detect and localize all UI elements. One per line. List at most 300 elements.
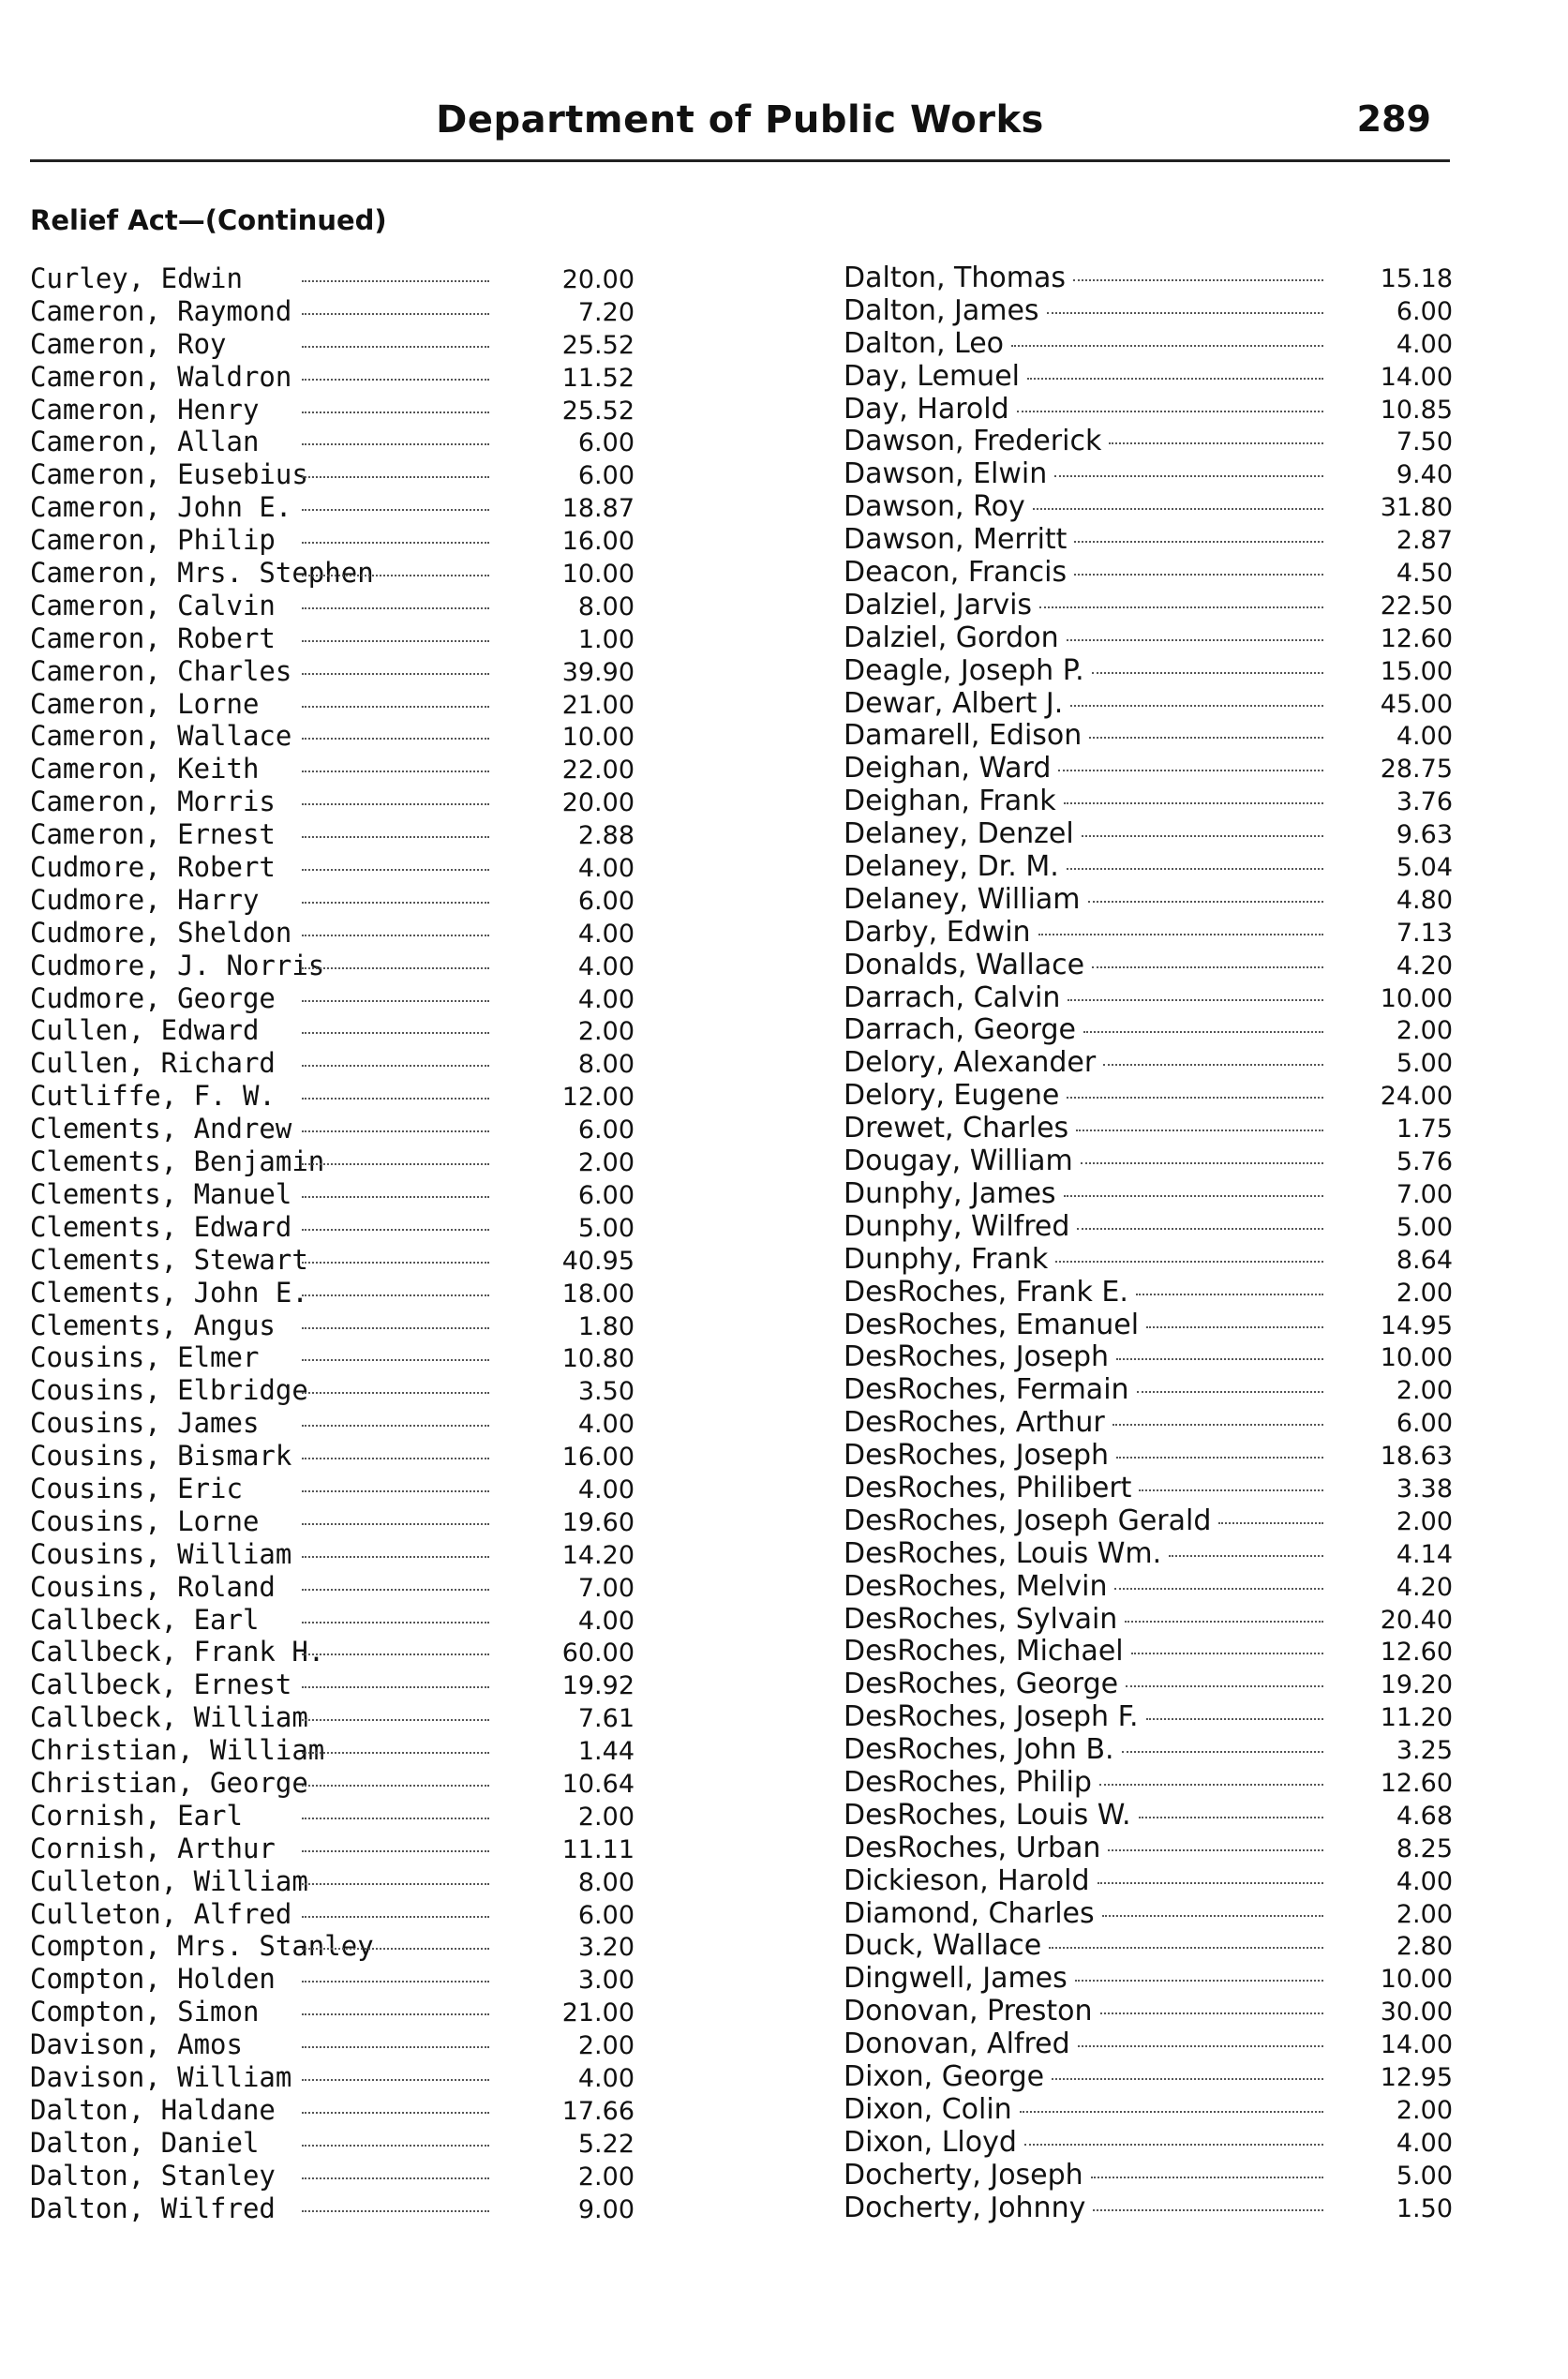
entry-amount: 3.76 (1396, 787, 1453, 817)
entry-name: Cousins, Elbridge (30, 1374, 308, 1407)
entry-amount: 4.14 (1396, 1539, 1453, 1569)
entry-name: Cameron, Ernest (30, 818, 276, 851)
dot-leader (1020, 2111, 1323, 2113)
entry-amount: 12.60 (1380, 1638, 1453, 1668)
entry-name: Cameron, Calvin (30, 589, 276, 621)
list-item (844, 1047, 1453, 1080)
entry-amount: 3.00 (577, 1966, 635, 1996)
list-item (30, 1080, 639, 1113)
list-item (30, 917, 639, 950)
list-item (30, 262, 639, 295)
list-item (844, 1244, 1453, 1277)
entry-name: Cousins, James (30, 1407, 260, 1440)
dot-leader (302, 1294, 489, 1296)
list-item (30, 458, 639, 491)
list-item (30, 1473, 639, 1505)
dot-leader (302, 1458, 489, 1459)
list-item (30, 884, 639, 917)
list-item (844, 1473, 1453, 1505)
entry-amount: 16.00 (561, 527, 635, 557)
entry-amount: 9.00 (577, 2194, 635, 2224)
entry-name: Diamond, Charles (844, 1896, 1095, 1930)
list-item (30, 1309, 639, 1342)
entry-name: Deacon, Francis (844, 556, 1068, 590)
entry-amount: 20.00 (561, 265, 635, 294)
entry-name: Cameron, Wallace (30, 720, 292, 753)
entry-amount: 16.00 (561, 1443, 635, 1473)
list-item (30, 851, 639, 884)
dot-leader (302, 902, 489, 904)
list-item (844, 1898, 1453, 1931)
entry-name: DesRoches, Louis Wm. (844, 1536, 1162, 1570)
list-item (844, 590, 1453, 622)
dot-leader (1146, 1326, 1323, 1328)
entry-name: DesRoches, Urban (844, 1831, 1101, 1864)
dot-leader (1027, 378, 1323, 380)
entry-amount: 6.00 (577, 461, 635, 491)
list-item (844, 2094, 1453, 2127)
dot-leader (302, 1262, 489, 1264)
list-item (844, 2192, 1453, 2225)
dot-leader (1070, 705, 1323, 707)
entry-amount: 2.00 (1396, 1376, 1453, 1406)
dot-leader (1092, 672, 1323, 674)
dot-leader (302, 2013, 489, 2015)
dot-leader (1081, 1162, 1323, 1164)
list-item (30, 491, 639, 524)
entry-amount: 4.00 (1396, 1866, 1453, 1896)
entry-name: Compton, Simon (30, 1996, 260, 2028)
entry-amount: 7.61 (577, 1704, 635, 1734)
entry-name: DesRoches, Michael (844, 1635, 1124, 1668)
dot-leader (302, 542, 489, 544)
dot-leader (1099, 1784, 1323, 1786)
entry-amount: 14.00 (1380, 2030, 1453, 2060)
entry-name: Delory, Eugene (844, 1079, 1060, 1113)
entry-amount: 2.87 (1396, 526, 1453, 556)
dot-leader (1102, 1915, 1323, 1917)
entry-name: DesRoches, George (844, 1668, 1119, 1701)
entry-amount: 12.95 (1380, 2062, 1453, 2092)
entry-name: Cameron, Eusebius (30, 458, 308, 491)
list-item (30, 982, 639, 1015)
list-item (844, 786, 1453, 818)
entry-name: Clements, John E. (30, 1276, 308, 1309)
dot-leader (1047, 312, 1323, 314)
entry-amount: 8.64 (1396, 1245, 1453, 1275)
entry-amount: 20.40 (1380, 1605, 1453, 1635)
dot-leader (1017, 411, 1323, 412)
entry-name: Damarell, Edison (844, 719, 1083, 753)
dot-leader (302, 1883, 489, 1885)
list-item (30, 1865, 639, 1898)
list-item (844, 2061, 1453, 2094)
entry-amount: 4.68 (1396, 1801, 1453, 1831)
list-item (30, 786, 639, 818)
dot-leader (1092, 966, 1323, 968)
list-item (844, 917, 1453, 950)
entry-name: Culleton, William (30, 1864, 308, 1897)
list-item (844, 1604, 1453, 1637)
list-item (844, 982, 1453, 1015)
list-item (844, 491, 1453, 524)
list-item (844, 1407, 1453, 1440)
list-item (30, 1113, 639, 1145)
entry-amount: 5.76 (1396, 1147, 1453, 1177)
entry-name: Cameron, Roy (30, 327, 227, 360)
entry-name: Cousins, Lorne (30, 1504, 260, 1537)
dot-leader (1137, 1391, 1323, 1393)
entry-name: Day, Harold (844, 392, 1009, 426)
entry-amount: 12.60 (1380, 1768, 1453, 1798)
list-item (30, 394, 639, 426)
dot-leader (302, 313, 489, 315)
entry-amount: 4.00 (577, 951, 635, 981)
page-title: Department of Public Works (436, 98, 1044, 142)
header-rule (30, 159, 1450, 162)
list-item (844, 1178, 1453, 1211)
list-item (844, 1309, 1453, 1342)
dot-leader (302, 1589, 489, 1591)
entry-amount: 4.20 (1396, 1572, 1453, 1602)
list-item (844, 1734, 1453, 1767)
entry-name: Cameron, Raymond (30, 294, 292, 327)
dot-leader (302, 1785, 489, 1787)
entry-amount: 10.64 (561, 1769, 635, 1799)
entry-name: Cameron, Charles (30, 654, 292, 687)
entry-amount: 4.50 (1396, 559, 1453, 589)
entry-amount: 3.20 (577, 1933, 635, 1963)
list-item (30, 1244, 639, 1277)
list-item (844, 884, 1453, 917)
entry-name: Dixon, Colin (844, 2092, 1012, 2126)
dot-leader (302, 1556, 489, 1558)
list-item (30, 590, 639, 622)
entry-amount: 7.20 (577, 297, 635, 327)
dot-leader (302, 1098, 489, 1100)
entry-name: Clements, Benjamin (30, 1145, 325, 1178)
entry-name: Dawson, Merritt (844, 523, 1068, 557)
dot-leader (1098, 1882, 1323, 1884)
dot-leader (302, 1752, 489, 1754)
list-item (844, 818, 1453, 851)
entry-name: Dougay, William (844, 1145, 1073, 1178)
entry-amount: 4.00 (577, 919, 635, 949)
entry-amount: 21.00 (561, 1998, 635, 2028)
dot-leader (302, 1686, 489, 1688)
entry-amount: 25.52 (561, 396, 635, 426)
entry-amount: 4.80 (1396, 885, 1453, 915)
dot-leader (302, 280, 489, 282)
list-item (30, 1211, 639, 1244)
dot-leader (1125, 1621, 1323, 1623)
list-item (844, 1374, 1453, 1407)
entry-amount: 18.00 (561, 1279, 635, 1309)
entry-name: Cornish, Arthur (30, 1832, 276, 1864)
entry-name: Docherty, Joseph (844, 2158, 1083, 2192)
entry-amount: 5.00 (1396, 1049, 1453, 1079)
entry-name: Deagle, Joseph P. (844, 653, 1084, 687)
entry-amount: 1.44 (577, 1737, 635, 1767)
entry-name: Dalton, James (844, 293, 1039, 327)
entry-amount: 2.00 (1396, 1506, 1453, 1536)
entry-name: Cameron, Lorne (30, 687, 260, 720)
dot-leader (302, 738, 489, 740)
entry-amount: 5.00 (1396, 2161, 1453, 2191)
entry-name: Clements, Manuel (30, 1177, 292, 1210)
entry-name: Cudmore, George (30, 981, 276, 1014)
dot-leader (1169, 1555, 1323, 1557)
entry-amount: 6.00 (577, 1900, 635, 1930)
list-item (30, 2094, 639, 2127)
dot-leader (1024, 2144, 1323, 2146)
entry-amount: 5.22 (577, 2129, 635, 2159)
entry-name: Cameron, Mrs. Stephen (30, 557, 374, 590)
list-item (30, 1014, 639, 1047)
left-column (30, 262, 639, 2224)
entry-amount: 20.00 (561, 788, 635, 818)
entry-name: Dingwell, James (844, 1962, 1068, 1996)
list-item (30, 1341, 639, 1374)
list-item (844, 1833, 1453, 1865)
list-item (30, 1047, 639, 1080)
entry-amount: 2.00 (1396, 1016, 1453, 1046)
dot-leader (1064, 802, 1323, 804)
list-item (844, 1145, 1453, 1178)
entry-amount: 4.00 (1396, 722, 1453, 752)
entry-amount: 2.00 (1396, 1278, 1453, 1308)
list-item (844, 262, 1453, 295)
entry-amount: 2.88 (577, 821, 635, 851)
list-item (844, 753, 1453, 786)
entry-amount: 6.00 (577, 428, 635, 458)
entry-name: DesRoches, Sylvain (844, 1602, 1118, 1636)
dot-leader (1091, 2177, 1323, 2178)
list-item (844, 1800, 1453, 1833)
dot-leader (1088, 901, 1323, 903)
entry-amount: 19.60 (561, 1507, 635, 1537)
entry-name: Donalds, Wallace (844, 948, 1085, 981)
list-item (844, 458, 1453, 491)
dot-leader (1122, 1751, 1323, 1753)
entry-name: Dawson, Roy (844, 490, 1025, 524)
entry-amount: 8.00 (577, 591, 635, 621)
dot-leader (302, 771, 489, 772)
entry-name: Clements, Andrew (30, 1113, 292, 1145)
entry-amount: 2.00 (577, 1017, 635, 1047)
list-item (30, 1963, 639, 1996)
list-item (844, 524, 1453, 557)
entry-name: Dawson, Frederick (844, 425, 1102, 458)
entry-name: Dawson, Elwin (844, 457, 1048, 491)
entry-amount: 14.20 (561, 1540, 635, 1570)
dot-leader (1116, 1358, 1323, 1360)
entry-amount: 10.00 (1380, 983, 1453, 1013)
list-item (30, 950, 639, 982)
entry-amount: 4.00 (577, 1410, 635, 1440)
entry-amount: 18.87 (561, 494, 635, 524)
entry-name: Cameron, John E. (30, 491, 292, 524)
dot-leader (1033, 508, 1323, 510)
dot-leader (302, 836, 489, 838)
entry-name: Darrach, George (844, 1013, 1076, 1047)
list-item (844, 1277, 1453, 1309)
entry-name: Deighan, Frank (844, 785, 1056, 818)
entry-name: DesRoches, Joseph (844, 1439, 1110, 1473)
dot-leader (302, 706, 489, 708)
list-item (30, 753, 639, 786)
list-item (30, 2192, 639, 2225)
list-item (30, 1505, 639, 1538)
entry-amount: 18.63 (1380, 1442, 1453, 1472)
list-item (30, 557, 639, 590)
dot-leader (302, 2112, 489, 2114)
dot-leader (1100, 2012, 1323, 2014)
entry-name: Delaney, William (844, 882, 1081, 916)
dot-leader (1067, 1097, 1323, 1099)
entry-amount: 9.63 (1396, 820, 1453, 850)
entry-amount: 9.40 (1396, 460, 1453, 490)
list-item (844, 655, 1453, 688)
dot-leader (302, 1065, 489, 1067)
entry-name: Davison, Amos (30, 2028, 243, 2061)
entry-amount: 7.13 (1396, 918, 1453, 948)
entry-name: Cudmore, Harry (30, 883, 260, 916)
dot-leader (302, 673, 489, 675)
entry-name: Curley, Edwin (30, 262, 243, 294)
entry-amount: 6.00 (577, 1180, 635, 1210)
entry-amount: 11.52 (561, 363, 635, 393)
dot-leader (302, 411, 489, 413)
entry-name: Callbeck, Earl (30, 1603, 260, 1636)
list-item (30, 524, 639, 557)
entry-amount: 4.00 (577, 854, 635, 884)
dot-leader (1131, 1653, 1323, 1654)
entry-amount: 4.00 (1396, 2128, 1453, 2158)
dot-leader (302, 1359, 489, 1361)
entry-name: Dalton, Wilfred (30, 2192, 276, 2224)
entry-amount: 24.00 (1380, 1082, 1453, 1112)
entry-name: Cornish, Earl (30, 1799, 243, 1832)
entry-amount: 21.00 (561, 690, 635, 720)
dot-leader (302, 379, 489, 381)
dot-leader (302, 1818, 489, 1819)
dot-leader (302, 935, 489, 936)
entry-amount: 40.95 (561, 1246, 635, 1276)
entry-amount: 7.50 (1396, 427, 1453, 457)
dot-leader (302, 1850, 489, 1852)
dot-leader (302, 1490, 489, 1492)
list-item (30, 1145, 639, 1178)
list-item (844, 1996, 1453, 2028)
entry-amount: 45.00 (1380, 689, 1453, 719)
list-item (844, 2028, 1453, 2061)
entry-name: DesRoches, Joseph F. (844, 1700, 1139, 1734)
entry-name: Delaney, Denzel (844, 817, 1074, 851)
entry-name: DesRoches, Joseph (844, 1340, 1110, 1374)
entry-name: Deighan, Ward (844, 752, 1052, 786)
entry-amount: 2.00 (1396, 2095, 1453, 2125)
dot-leader (1113, 1424, 1323, 1426)
dot-leader (302, 607, 489, 609)
dot-leader (1089, 737, 1323, 739)
list-item (844, 1505, 1453, 1538)
dot-leader (1082, 835, 1323, 837)
entry-name: Dalton, Haldane (30, 2093, 276, 2126)
dot-leader (302, 869, 489, 871)
entry-name: Cutliffe, F. W. (30, 1080, 276, 1113)
entry-amount: 28.75 (1380, 755, 1453, 785)
entry-amount: 14.00 (1380, 362, 1453, 392)
entry-amount: 2.00 (577, 1148, 635, 1178)
entry-amount: 6.00 (1396, 296, 1453, 326)
list-item (30, 1800, 639, 1833)
list-item (844, 394, 1453, 426)
entry-amount: 60.00 (561, 1638, 635, 1668)
dot-leader (302, 575, 489, 576)
entry-name: Cudmore, Robert (30, 851, 276, 884)
list-item (844, 426, 1453, 458)
entry-name: Dalziel, Gordon (844, 621, 1059, 654)
entry-name: Dalton, Thomas (844, 262, 1066, 294)
list-item (30, 688, 639, 721)
list-item (844, 1211, 1453, 1244)
dot-leader (1074, 574, 1323, 576)
entry-name: Cullen, Richard (30, 1047, 276, 1080)
list-item (30, 1571, 639, 1604)
list-item (844, 295, 1453, 328)
entry-amount: 8.00 (577, 1050, 635, 1080)
entry-name: Cousins, Eric (30, 1472, 243, 1504)
entry-amount: 30.00 (1380, 1997, 1453, 2027)
dot-leader (302, 2145, 489, 2147)
entry-name: DesRoches, Louis W. (844, 1798, 1131, 1832)
entry-name: Callbeck, Frank H. (30, 1636, 325, 1668)
list-item (844, 1668, 1453, 1701)
list-item (844, 1014, 1453, 1047)
dot-leader (1139, 1489, 1323, 1491)
entry-name: Day, Lemuel (844, 359, 1020, 393)
entry-amount: 2.00 (1396, 1899, 1453, 1929)
entry-name: Cousins, Roland (30, 1570, 276, 1603)
entry-name: Cameron, Allan (30, 426, 260, 458)
list-item (30, 2028, 639, 2061)
entry-name: Christian, George (30, 1766, 308, 1799)
entry-name: Christian, William (30, 1734, 325, 1767)
dot-leader (1068, 999, 1323, 1001)
dot-leader (1049, 1947, 1323, 1949)
dot-leader (302, 1229, 489, 1231)
list-item (30, 1374, 639, 1407)
entry-name: Cameron, Henry (30, 393, 260, 426)
entry-name: DesRoches, Joseph Gerald (844, 1504, 1212, 1537)
entry-amount: 1.00 (577, 624, 635, 654)
entry-name: Darrach, Calvin (844, 980, 1061, 1014)
entry-amount: 2.00 (577, 2031, 635, 2061)
entry-name: Drewet, Charles (844, 1112, 1069, 1145)
list-item (30, 1407, 639, 1440)
dot-leader (302, 509, 489, 511)
entry-name: Dixon, Lloyd (844, 2125, 1017, 2159)
dot-leader (1126, 1685, 1323, 1687)
entry-amount: 11.20 (1380, 1703, 1453, 1733)
entry-name: DesRoches, Fermain (844, 1373, 1129, 1407)
dot-leader (302, 1981, 489, 1982)
entry-name: DesRoches, Emanuel (844, 1308, 1140, 1341)
entry-amount: 1.80 (577, 1311, 635, 1341)
entry-name: Cameron, Keith (30, 753, 260, 786)
entry-amount: 10.00 (561, 723, 635, 753)
